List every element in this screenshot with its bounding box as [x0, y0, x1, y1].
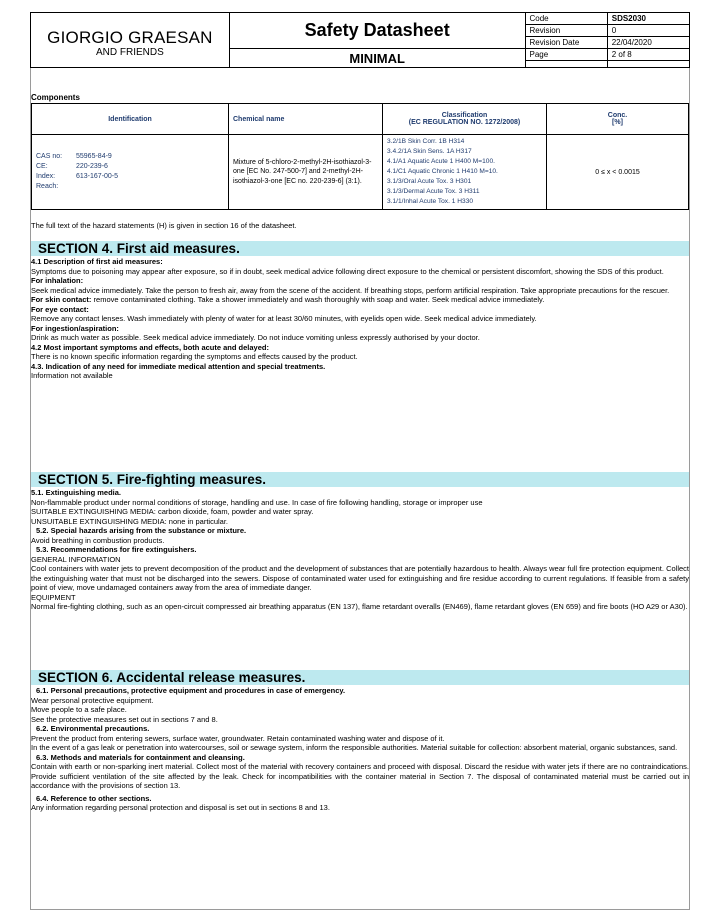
section-5-body — [31, 488, 689, 612]
classification-item: 3.4.2/1A Skin Sens. 1A H317 — [387, 148, 472, 155]
paragraph: Remove any contact lenses. Wash immediately with plenty of water for at least 30/60 minutes, with eyelids open wide. Seek medical advice immediately. — [31, 314, 537, 323]
subheading: For inhalation: — [31, 276, 84, 285]
paragraph: Information not available — [31, 371, 113, 380]
section-4 — [31, 241, 689, 381]
section-5 — [31, 472, 689, 612]
subheading: 6.3. Methods and materials for containment and cleansing. — [36, 752, 245, 762]
classification-item: 4.1/C1 Aquatic Chronic 1 H410 M=10. — [387, 168, 498, 175]
header-spacer — [525, 61, 607, 68]
page-label: Page — [525, 49, 607, 61]
subheading: 4.2 Most important symptoms and effects, both acute and delayed: — [31, 342, 269, 352]
identifier-key: CAS no: — [36, 153, 63, 160]
paragraph: See the protective measures set out in sections 7 and 8. — [31, 714, 218, 724]
classification-item: 3.1/3/Dermal Acute Tox. 3 H311 — [387, 188, 480, 195]
classification-cell — [383, 135, 547, 210]
paragraph: Drink as much water as possible. Seek medical advice immediately. Do not induce vomiting unless expressly authorised by your doctor. — [31, 333, 480, 342]
section-6-title: SECTION 6. Accidental release measures. — [31, 670, 689, 685]
paragraph: EQUIPMENT — [31, 592, 76, 602]
paragraph: For skin contact: remove contaminated clothing. Take a shower immediately and wash thoroughly with soap and water. Seek medical advice immediately. — [31, 295, 545, 304]
concentration-cell: 0 ≤ x < 0.0015 — [547, 135, 689, 210]
paragraph: GENERAL INFORMATION — [31, 554, 121, 564]
revision-label: Revision — [525, 25, 607, 37]
code-value: SDS2030 — [607, 13, 689, 25]
subheading: 6.2. Environmental precautions. — [36, 724, 150, 733]
paragraph: Prevent the product from entering sewers, surface water, groundwater. Retain contaminated washing water and dispose of it. — [31, 733, 445, 743]
paragraph: Any information regarding personal protection and disposal is set out in sections 8 and 13. — [31, 803, 330, 812]
identifier-key: Index: — [36, 173, 56, 180]
col-chemical-name: Chemical name — [229, 104, 383, 135]
classification-item: 3.1/1/Inhal Acute Tox. 1 H330 — [387, 198, 474, 205]
section-4-body — [31, 257, 689, 381]
paragraph: Wear personal protective equipment. — [31, 695, 154, 705]
section-4-title: SECTION 4. First aid measures. — [31, 241, 689, 256]
page-value: 2 of 8 — [607, 49, 689, 61]
paragraph: Avoid breathing in combustion products. — [31, 535, 165, 545]
subheading: 6.1. Personal precautions, protective equipment and procedures in case of emergency. — [36, 686, 346, 695]
identifier-key: Reach: — [36, 183, 59, 190]
identifier-key: CE: — [36, 163, 48, 170]
revision-date-value: 22/04/2020 — [607, 37, 689, 49]
subheading: 5.3. Recommendations for fire extinguishers. — [36, 545, 197, 554]
col-classification: Classification (EC REGULATION NO. 1272/2008) — [383, 104, 547, 135]
subheading: 6.4. Reference to other sections. — [36, 793, 152, 803]
identifier-value: 220-239-6 — [76, 163, 108, 170]
table-row — [32, 135, 689, 210]
subheading: For eye contact: — [31, 304, 89, 314]
subheading: 5.1. Extinguishing media. — [31, 488, 122, 497]
company-cell — [31, 13, 230, 68]
paragraph: SUITABLE EXTINGUISHING MEDIA: carbon dioxide, foam, powder and water spray. — [31, 507, 314, 516]
paragraph: Cool containers with water jets to prevent decomposition of the product and the development of substances that are potentially hazardous to health. Always wear full fire protection equipment. Collect the extinguishing water that must not be discharged into the sewers. Dispose of contaminated water used for extinguishing and fire residue according to current regulations. If feasible from a safety point of view, move undamaged containers away from the area of immediate danger. — [31, 564, 689, 592]
paragraph: Move people to a safe place. — [31, 705, 127, 714]
subheading: 4.1 Description of first aid measures: — [31, 257, 163, 266]
paragraph: UNSUITABLE EXTINGUISHING MEDIA: none in particular. — [31, 516, 229, 526]
identifier-value — [76, 182, 224, 192]
components-title: Components — [31, 93, 80, 102]
identifier-value: 613-167-00-5 — [76, 173, 119, 180]
code-label: Code — [525, 13, 607, 25]
paragraph: In the event of a gas leak or penetration into watercourses, soil or sewage system, inform the responsible authorities. Material suitable for collection: absorbent material, organic substances, sand. — [31, 743, 678, 752]
paragraph: There is no known specific information regarding the symptoms and effects caused by the product. — [31, 352, 358, 361]
section-6 — [31, 670, 689, 813]
paragraph: Contain with earth or non-sparking inert material. Collect most of the material with recovery containers and proceed with disposal. Discard the residue with water jets if there are no contraindications. Provide sufficient ventilation of the site affected by the leak. Check for incompatibilities with the container material in Section 7. The disposal of contaminated material must be carried out in accordance with the provisions of section 13. — [31, 762, 689, 790]
identifier-value: 55965-84-9 — [76, 153, 112, 160]
paragraph: Non-flammable product under normal conditions of storage, handling and use. In case of fire following handling, storage or improper use — [31, 497, 483, 507]
col-concentration: Conc. [%] — [547, 104, 689, 135]
document-subtitle: MINIMAL — [229, 49, 525, 68]
subheading: 5.2. Special hazards arising from the substance or mixture. — [36, 526, 247, 535]
col-identification: Identification — [32, 104, 229, 135]
company-subname: AND FRIENDS — [96, 46, 164, 58]
identification-cell — [32, 135, 229, 210]
classification-item: 3.1/3/Oral Acute Tox. 3 H301 — [387, 178, 472, 185]
document-title: Safety Datasheet — [229, 13, 525, 49]
subheading: 4.3. Indication of any need for immediate medical attention and special treatments. — [31, 361, 326, 371]
inline-label: For skin contact: — [31, 295, 92, 304]
classification-item: 4.1/A1 Aquatic Acute 1 H400 M=100. — [387, 158, 495, 165]
classification-item: 3.2/1B Skin Corr. 1B H314 — [387, 138, 465, 145]
components-table — [31, 103, 689, 210]
header-spacer — [607, 61, 689, 68]
paragraph: Normal fire-fighting clothing, such as an open-circuit compressed air breathing apparatus (EN 137), flame retardant overalls (EN469), flame retardant gloves (EN 659) and fire boots (HO A29 or A30). — [31, 602, 688, 611]
chemical-name-cell: Mixture of 5-chloro-2-methyl-2H-isothiazol-3-one [EC No. 247-500-7] and 2-methyl-2H-isothiazol-3-one [EC no. 220-239-6] (3:1). — [229, 135, 383, 210]
subheading: For ingestion/aspiration: — [31, 323, 119, 333]
section-6-body — [31, 686, 689, 813]
identifier-list — [36, 152, 224, 192]
paragraph: Seek medical advice immediately. Take the person to fresh air, away from the scene of the accident. If breathing stops, perform artificial respiration. Take appropriate precautions for the rescuer. — [31, 285, 670, 295]
document-header — [30, 12, 690, 68]
revision-date-label: Revision Date — [525, 37, 607, 49]
revision-value: 0 — [607, 25, 689, 37]
company-name: GIORGIO GRAESAN — [47, 27, 213, 47]
section-5-title: SECTION 5. Fire-fighting measures. — [31, 472, 689, 487]
paragraph: Symptoms due to poisoning may appear after exposure, so if in doubt, seek medical advice following direct exposure to the chemical or persistent discomfort, showing the SDS of this product. — [31, 266, 664, 276]
full-text-note: The full text of the hazard statements (H) is given in section 16 of the datasheet. — [31, 221, 297, 230]
